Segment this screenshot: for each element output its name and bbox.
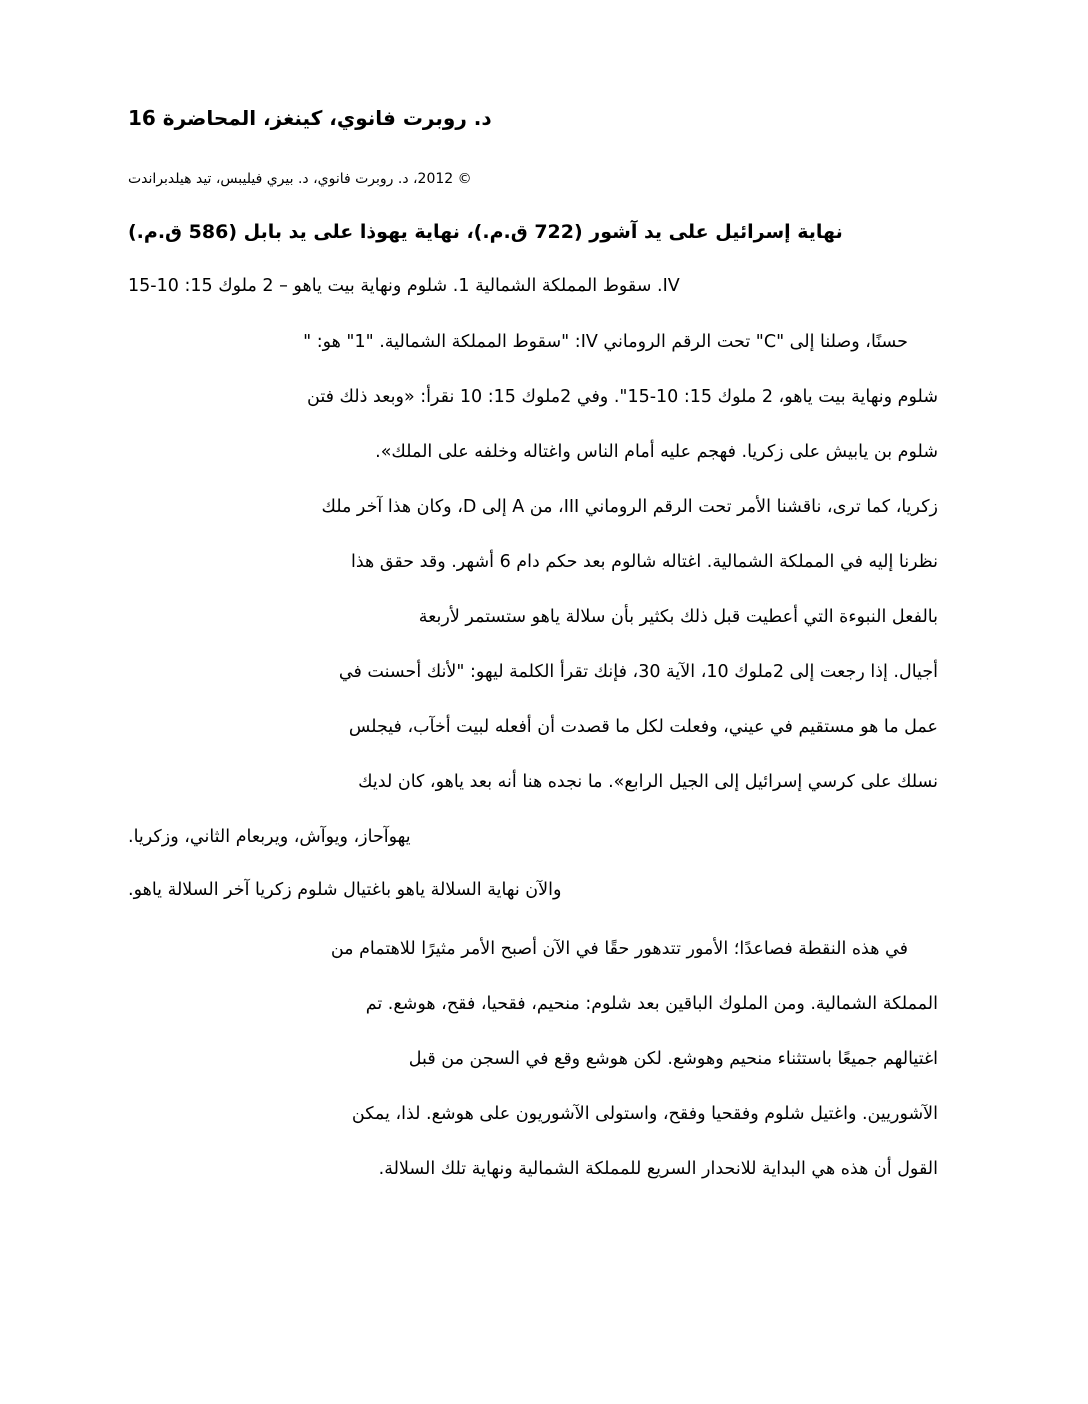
paragraph-3-line: في هذه النقطة فصاعدًا؛ الأمور تتدهور حقًا في الآن أصبح الأمر مثيرًا للاهتمام من (330, 939, 908, 959)
paragraph-3-line: المملكة الشمالية. ومن الملوك الباقين بعد شلوم: منحيم، فقحيا، فقح، هوشع. تم (365, 994, 938, 1014)
paragraph-1-line: حسنًا، وصلنا إلى "C" تحت الرقم الروماني IV: "سقوط المملكة الشمالية. "1" هو: " (303, 332, 908, 352)
paragraph-1-line: عمل ما هو مستقيم في عيني، وفعلت لكل ما قصدت أن أفعله لبيت أخآب، فيجلس (348, 717, 938, 737)
paragraph-1-line: شلوم بن يابيش على زكريا. فهجم عليه أمام الناس واغتاله وخلفه على الملك». (375, 442, 938, 462)
paragraph-1-line: نسلك على كرسي إسرائيل إلى الجيل الرابع». ما نجده هنا أنه بعد ياهو، كان لديك (358, 772, 938, 792)
paragraph-1-line: أجيال. إذا رجعت إلى 2ملوك 10، الآية 30، فإنك تقرأ الكلمة ليهو: "لأنك أحسنت في (338, 662, 938, 682)
lecture-heading: نهاية إسرائيل على يد آشور (722 ق.م.)، نهاية يهوذا على يد بابل (586 ق.م.) (128, 221, 843, 243)
paragraph-2: والآن نهاية السلالة ياهو باغتيال شلوم زكريا آخر السلالة ياهو. (128, 880, 562, 900)
paragraph-1-line: بالفعل النبوءة التي أعطيت قبل ذلك بكثير بأن سلالة ياهو ستستمر لأربعة (418, 607, 938, 627)
paragraph-3-line: القول أن هذه هي البداية للانحدار السريع للمملكة الشمالية ونهاية تلك السلالة. (378, 1159, 938, 1179)
copyright-line: © 2012، د. روبرت فانوي، د. بيري فيليبس، تيد هيلدبراندت (128, 171, 472, 187)
paragraph-1-line: نظرنا إليه في المملكة الشمالية. اغتاله شالوم بعد حكم دام 6 أشهر. وقد حقق هذا (350, 552, 938, 572)
paragraph-1-line: يهوآحاز، ويوآش، ويربعام الثاني، وزكريا. (128, 827, 411, 847)
paragraph-1-line: شلوم ونهاية بيت ياهو، 2 ملوك 15: 10-15". وفي 2ملوك 15: 10 نقرأ: «وبعد ذلك فتن (307, 387, 938, 407)
paragraph-3-line: الآشوريين. واغتيل شلوم وفقحيا وفقح، واستولى الآشوريون على هوشع. لذا، يمكن (351, 1104, 938, 1124)
paragraph-1-line: زكريا، كما ترى، ناقشنا الأمر تحت الرقم الروماني III، من A إلى D، وكان هذا آخر ملك (321, 497, 938, 517)
paragraph-3-line: اغتيالهم جميعًا باستثناء منحيم وهوشع. لكن هوشع وقع في السجن من قبل (408, 1049, 938, 1069)
document-title: د. روبرت فانوي، كينغز، المحاضرة 16 (128, 106, 492, 130)
section-heading: IV. سقوط المملكة الشمالية 1. شلوم ونهاية بيت ياهو – 2 ملوك 15: 10-15 (128, 276, 680, 296)
